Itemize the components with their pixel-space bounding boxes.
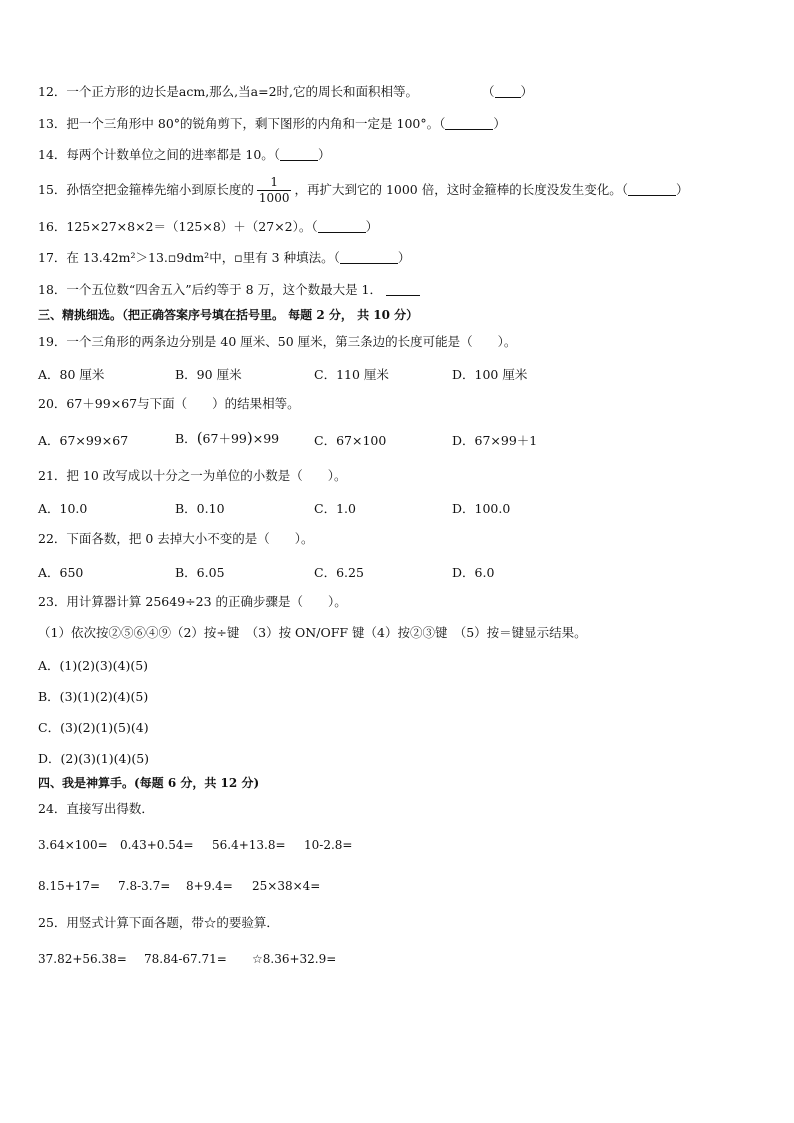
paren-close: ) — [246, 429, 253, 447]
paren-open: ( — [196, 429, 203, 447]
question-14 — [38, 147, 331, 163]
question-24: 24．直接写出得数． — [38, 801, 154, 816]
calc-item: 10-2.8= — [304, 838, 353, 852]
option-a[interactable]: A．(1)(2)(3)(4)(5) — [38, 658, 149, 673]
option-b[interactable]: B．6.05 — [175, 565, 225, 580]
option-d[interactable]: D．(2)(3)(1)(4)(5) — [38, 751, 150, 766]
calc-item: 3.64×100= — [38, 838, 108, 852]
question-20: 20．67＋99×67与下面（ ）的结果相等。 — [38, 396, 300, 411]
answer-paren-close: ） — [493, 116, 506, 131]
fraction — [257, 175, 292, 206]
option-b[interactable]: B．90 厘米 — [175, 367, 242, 382]
answer-paren-close: ） — [520, 84, 534, 99]
calc-item: 25×38×4= — [252, 879, 321, 893]
answer-blank[interactable] — [628, 183, 676, 196]
question-21: 21．把 10 改写成以十分之一为单位的小数是（ ）。 — [38, 468, 347, 483]
option-b-suffix: ×99 — [252, 431, 280, 446]
question-15-text-after: ，再扩大到它的 1000 倍，这时金箍棒的长度没发生变化。（ — [294, 182, 628, 197]
option-c[interactable]: C．1.0 — [314, 501, 356, 516]
question-12-text: 12．一个正方形的边长是acm,那么,当a=2时,它的周长和面积相等。 — [38, 84, 419, 99]
question-16 — [38, 219, 378, 235]
question-23: 23．用计算器计算 25649÷23 的正确步骤是（ ）。 — [38, 594, 347, 609]
section-4-title: 四、我是神算手。(每题 6 分，共 12 分) — [38, 776, 260, 790]
answer-blank[interactable] — [318, 220, 366, 233]
fraction-denominator: 1000 — [258, 191, 290, 205]
section-3-title: 三、精挑细选。（把正确答案序号填在括号里。 每题 2 分， 共 10 分） — [38, 308, 419, 322]
question-14-text: 14．每两个计数单位之间的进率都是 10。（ — [38, 147, 281, 162]
option-c[interactable]: C．6.25 — [314, 565, 364, 580]
option-b[interactable]: B．0.10 — [175, 501, 225, 516]
question-23-steps: （1）依次按②⑤⑥④⑨（2）按÷键 （3）按 ON/OFF 键（4）按②③键 （5）按＝键显示结果。 — [38, 625, 587, 640]
answer-paren-close: ） — [365, 219, 379, 234]
option-c[interactable]: C．110 厘米 — [314, 367, 389, 382]
option-a[interactable]: A．10.0 — [38, 501, 88, 516]
calc-item: 56.4+13.8= — [212, 838, 286, 852]
answer-blank[interactable] — [386, 283, 420, 296]
answer-blank[interactable] — [280, 148, 318, 161]
fraction-numerator: 1 — [257, 175, 292, 191]
question-16-text: 16．125×27×8×2＝（125×8）＋（27×2）。（ — [38, 219, 318, 234]
option-b[interactable] — [175, 429, 279, 447]
option-a[interactable]: A．80 厘米 — [38, 367, 105, 382]
option-c[interactable]: C．(3)(2)(1)(5)(4) — [38, 720, 149, 735]
calc-item: 0.43+0.54= — [120, 838, 194, 852]
option-d[interactable]: D．100.0 — [452, 501, 511, 516]
calc-item: 7.8-3.7= — [118, 879, 171, 893]
option-b-expression: 67＋99 — [202, 431, 247, 446]
question-18 — [38, 282, 420, 298]
option-b-label: B． — [175, 431, 197, 446]
option-a[interactable]: A．67×99×67 — [38, 433, 129, 448]
option-c[interactable]: C．67×100 — [314, 433, 387, 448]
question-17 — [38, 250, 410, 266]
answer-paren-open: （ — [481, 84, 495, 99]
option-a[interactable]: A．650 — [38, 565, 84, 580]
calc-item: ☆8.36+32.9= — [252, 952, 337, 966]
answer-paren-close: ） — [675, 182, 689, 197]
answer-blank[interactable] — [445, 117, 493, 130]
calc-item: 37.82+56.38= — [38, 952, 127, 966]
question-19: 19．一个三角形的两条边分别是 40 厘米、50 厘米，第三条边的长度可能是（ ）。 — [38, 334, 517, 349]
calc-item: 8+9.4= — [186, 879, 233, 893]
answer-paren-close: ） — [397, 250, 411, 265]
question-25: 25．用竖式计算下面各题，带☆的要验算． — [38, 915, 279, 930]
option-d[interactable]: D．100 厘米 — [452, 367, 528, 382]
option-d[interactable]: D．6.0 — [452, 565, 495, 580]
answer-blank[interactable] — [495, 85, 521, 98]
question-15 — [38, 172, 689, 208]
question-15-text-before: 15．孙悟空把金箍棒先缩小到原长度的 — [38, 182, 254, 197]
calc-item: 8.15+17= — [38, 879, 101, 893]
option-b[interactable]: B．(3)(1)(2)(4)(5) — [38, 689, 149, 704]
answer-paren-close: ） — [318, 147, 331, 162]
question-18-text: 18．一个五位数“四舍五入”后约等于 8 万，这个数最大是 1． — [38, 282, 383, 297]
question-22: 22．下面各数，把 0 去掉大小不变的是（ ）。 — [38, 531, 314, 546]
question-12 — [38, 84, 533, 100]
option-d[interactable]: D．67×99＋1 — [452, 433, 538, 448]
calc-item: 78.84-67.71= — [144, 952, 227, 966]
question-17-text: 17．在 13.42m²＞13.▫9dm²中，▫里有 3 种填法。（ — [38, 250, 340, 265]
question-13-text: 13．把一个三角形中 80°的锐角剪下，剩下图形的内角和一定是 100°。（ — [38, 116, 446, 131]
question-13 — [38, 116, 506, 132]
answer-blank[interactable] — [340, 251, 398, 264]
